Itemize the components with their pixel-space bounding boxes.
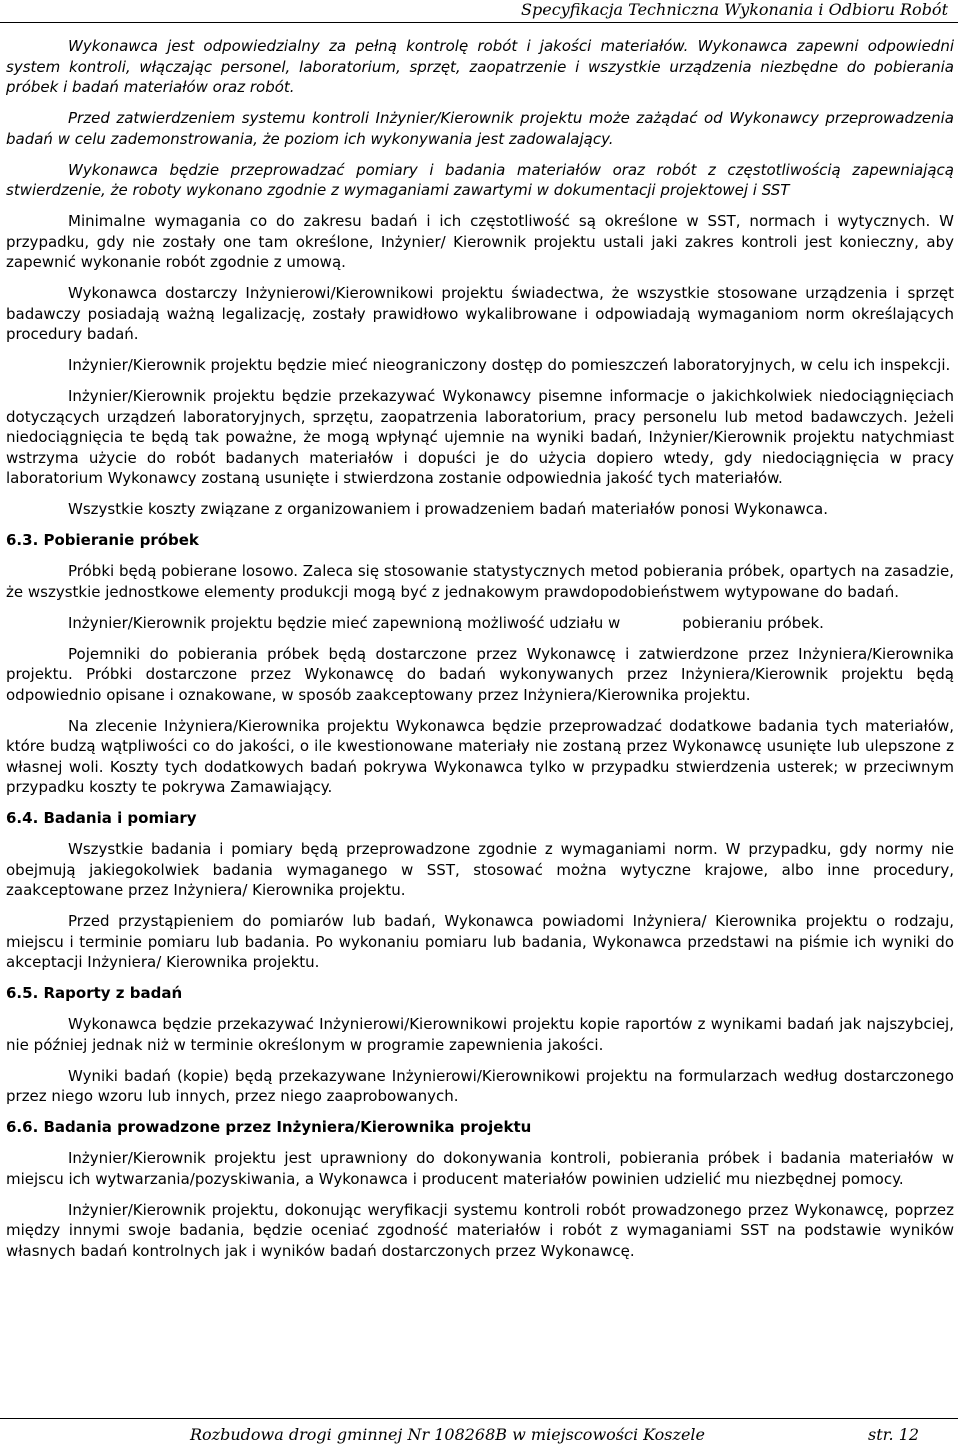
paragraph: Wszystkie badania i pomiary będą przeprowadzone zgodnie z wymaganiami norm. W przypadku, gdy normy nie obejmują jakiegokolwiek badania wymaganego w SST, stosować można wytyczne krajowe, albo inne procedury, zaakceptowane przez Inżyniera/ Kierownika projektu. (6, 840, 954, 899)
paragraph: Wyniki badań (kopie) będą przekazywane Inżynierowi/Kierownikowi projektu na formularzach według dostarczonego przez niego wzoru lub innych, przez niego zaaprobowanych. (6, 1066, 954, 1105)
section-heading-6-5: 6.5. Raporty z badań (6, 984, 183, 1002)
paragraph: Próbki będą pobierane losowo. Zaleca się stosowanie statystycznych metod pobierania próbek, opartych na zasadzie, że wszystkie jednostkowe elementy produkcji mogą być z jednakowym prawdopodobieństwem wytypowane do badań. (6, 562, 954, 601)
paragraph: Inżynier/Kierownik projektu, dokonując weryfikacji systemu kontroli robót prowadzonego przez Wykonawcę, poprzez między innymi swoje badania, będzie oceniać zgodność materiałów i robót z wymaganiami SST na podstawie wyników własnych badań kontrolnych jak i wyników badań dostarczonych przez Wykonawcę. (6, 1200, 954, 1260)
footer-title: Rozbudowa drogi gminnej Nr 108268B w miejscowości Koszele (190, 1425, 705, 1444)
paragraph: Pojemniki do pobierania próbek będą dostarczone przez Wykonawcę i zatwierdzone przez Inżyniera/Kierownika projektu. Próbki dostarczone przez Wykonawcę do badań wykonywanych przez Inżyniera/Kierownik projektu będą odpowiednio opisane i oznakowane, w sposób zaakceptowany przez Inżyniera/Kierownika projektu. (6, 644, 954, 704)
page-footer (0, 1418, 958, 1444)
paragraph: Minimalne wymagania co do zakresu badań i ich częstotliwość są określone w SST, normach i wytycznych. W przypadku, gdy nie zostały one tam określone, Inżynier/ Kierownik projektu ustali jaki zakres kontroli jest konieczny, aby zapewnić wykonanie robót zgodnie z umową. (6, 212, 954, 271)
paragraph: Na zlecenie Inżyniera/Kierownika projektu Wykonawca będzie przeprowadzać dodatkowe badania tych materiałów, które budzą wątpliwości co do jakości, o ile kwestionowane materiały nie zostaną przez Wykonawcę usunięte lub ulepszone z własnej woli. Koszty tych dodatkowych badań pokrywa Wykonawca tylko w przypadku stwierdzenia usterek; w przeciwnym przypadku koszty te pokrywa Zamawiający. (6, 716, 954, 796)
paragraph: Inżynier/Kierownik projektu będzie mieć zapewnioną możliwość udziału w pobieraniu próbek. (68, 613, 824, 632)
page-number: str. 12 (868, 1425, 920, 1444)
paragraph: Inżynier/Kierownik projektu będzie mieć nieograniczony dostęp do pomieszczeń laboratoryjnych, w celu ich inspekcji. (68, 356, 951, 374)
section-heading-6-4: 6.4. Badania i pomiary (6, 809, 197, 827)
paragraph: Inżynier/Kierownik projektu jest uprawniony do dokonywania kontroli, pobierania próbek i badania materiałów w miejscu ich wytwarzania/pozyskiwania, a Wykonawca i producent materiałów powinien udzielić mu niezbędnej pomocy. (6, 1149, 954, 1188)
paragraph: Przed przystąpieniem do pomiarów lub badań, Wykonawca powiadomi Inżyniera/ Kierownika projektu o rodzaju, miejscu i terminie pomiaru lub badania. Po wykonaniu pomiaru lub badania, Wykonawca przedstawi na piśmie ich wyniki do akceptacji Inżyniera/ Kierownika projektu. (6, 912, 954, 971)
paragraph: Wykonawca jest odpowiedzialny za pełną kontrolę robót i jakości materiałów. Wykonawca zapewni odpowiedni system kontroli, włączając personel, laboratorium, sprzęt, zaopatrzenie i wszystkie urządzenia niezbędne do pobierania próbek i badań materiałów oraz robót. (6, 37, 954, 96)
header-title: Specyfikacja Techniczna Wykonania i Odbioru Robót (521, 0, 948, 19)
paragraph: Wszystkie koszty związane z organizowaniem i prowadzeniem badań materiałów ponosi Wykonawca. (68, 500, 828, 518)
paragraph: Wykonawca dostarczy Inżynierowi/Kierownikowi projektu świadectwa, że wszystkie stosowane urządzenia i sprzęt badawczy posiadają ważną legalizację, zostały prawidłowo wykalibrowane i odpowiadają wymaganiom norm określających procedury badań. (6, 284, 954, 343)
paragraph: Wykonawca będzie przeprowadzać pomiary i badania materiałów oraz robót z częstotliwością zapewniającą stwierdzenie, że roboty wykonano zgodnie z wymaganiami zawartymi w dokumentacji projektowej i SST (6, 160, 954, 199)
paragraph: Przed zatwierdzeniem systemu kontroli Inżynier/Kierownik projektu może zażądać od Wykonawcy przeprowadzenia badań w celu zademonstrowania, że poziom ich wykonywania jest zadowalający. (6, 109, 954, 148)
section-heading-6-3: 6.3. Pobieranie próbek (6, 531, 199, 549)
paragraph: Wykonawca będzie przekazywać Inżynierowi/Kierownikowi projektu kopie raportów z wynikami badań jak najszybciej, nie później jednak niż w terminie określonym w programie zapewnienia jakości. (6, 1015, 954, 1054)
page-header (0, 0, 958, 23)
paragraph: Inżynier/Kierownik projektu będzie przekazywać Wykonawcy pisemne informacje o jakichkolwiek niedociągnięciach dotyczących urządzeń laboratoryjnych, sprzętu, zaopatrzenia laboratorium, pracy personelu lub metod badawczych. Jeżeli niedociągnięcia te będą tak poważne, że mogą wpłynąć ujemnie na wyniki badań, Inżynier/Kierownik projektu natychmiast wstrzyma użycie do robót badanych materiałów i dopuści je do użycia dopiero wtedy, gdy niedociągnięcia w pracy laboratorium Wykonawcy zostaną usunięte i stwierdzona zostanie odpowiednia jakość tych materiałów. (6, 387, 954, 487)
section-heading-6-6: 6.6. Badania prowadzone przez Inżyniera/Kierownika projektu (6, 1118, 532, 1136)
document-body (6, 36, 954, 1272)
